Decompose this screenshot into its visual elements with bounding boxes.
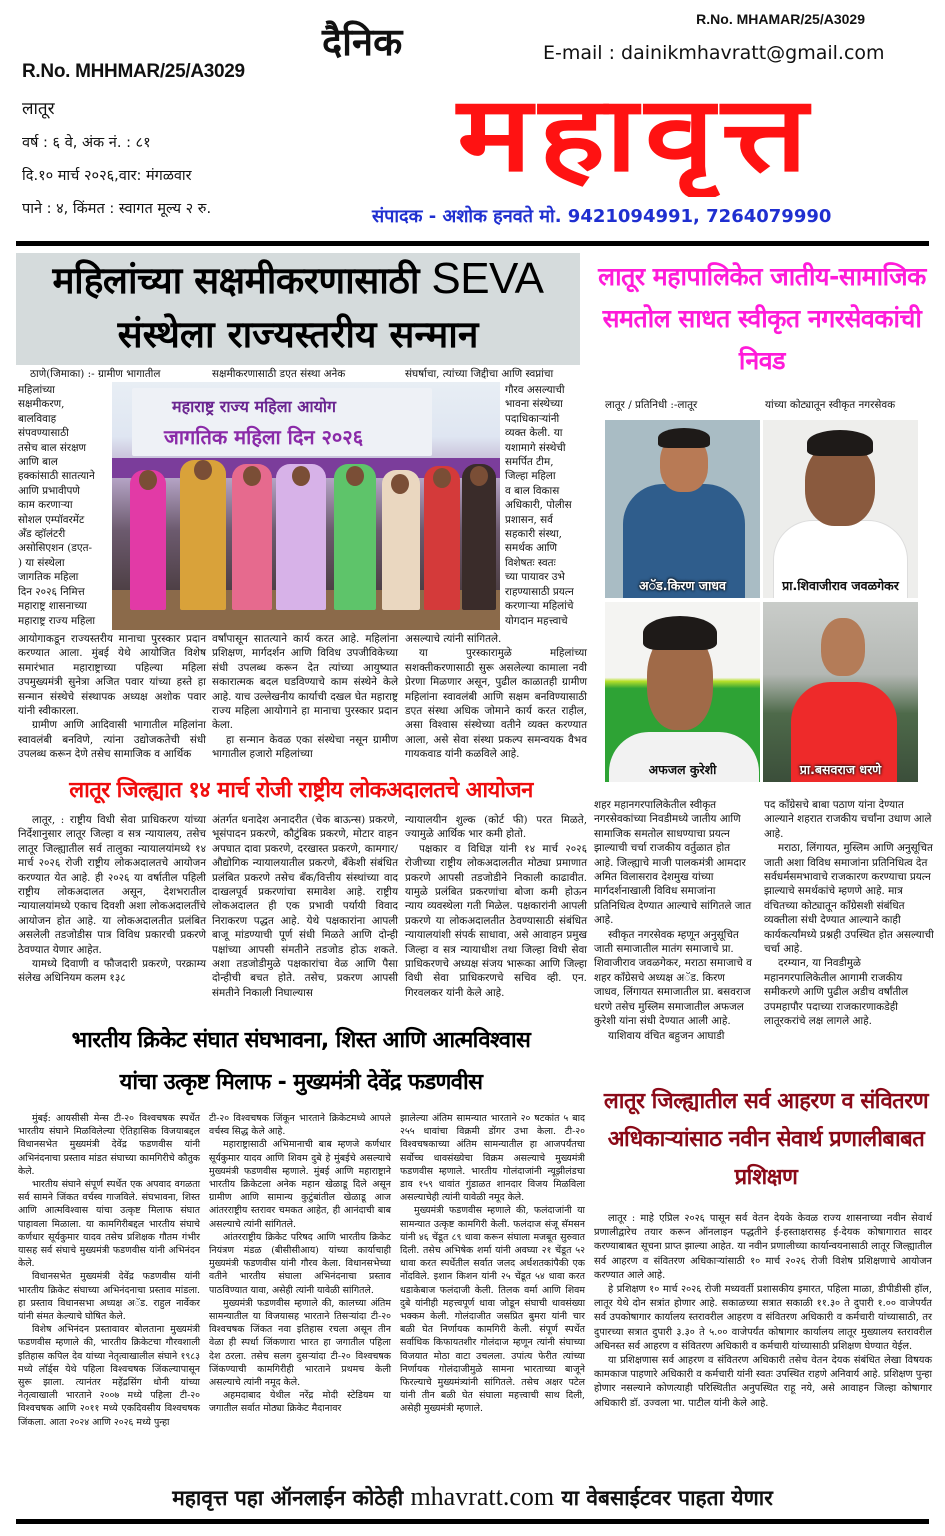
narrow-column-line: योगदान महत्त्वाचे xyxy=(505,614,568,627)
award-ceremony-photo xyxy=(112,382,500,630)
seva-col1-narrow xyxy=(18,383,110,628)
cricket-col2 xyxy=(209,1112,391,1416)
corporator-col2-para1: पद काँग्रेसचे बाबा पठाण यांना देण्यात आल्याने शहरात राजकीय चर्चांना उधाण आले आहे. xyxy=(764,799,932,840)
narrow-column-line: आणि बाल xyxy=(18,456,58,469)
treasury-headline: लातूर जिल्ह्यातील सर्व आहरण व संवितरण अधिकाऱ्यांसाठ नवीन सेवार्थ प्रणालीबाबत प्रशिक्षण xyxy=(603,1089,929,1190)
masthead xyxy=(0,0,945,228)
issue-date: दि.१० मार्च २०२६,वार: मंगळवार xyxy=(22,168,192,184)
lokadalat-col3-para1: न्यायालयीन शुल्क (कोर्ट फी) परत मिळते, ज्यामुळे आर्थिक भार कमी होतो. xyxy=(405,814,587,841)
cricket-col3-para2: मुख्यमंत्री फडणवीस म्हणाले की, फलंदाजांनी या सामन्यात उत्कृष्ट कामगिरी केली. फलंदाज संजू सॅमसन यांनी ४६ चेंडूत ८९ धावा करून संघाला मजबूत सुरुवात दिली. तसेच अभिषेक शर्मा यांनी अवघ्या २१ चेंडूत ५२ धावा करत स्पर्धेतील सर्वात जलद अर्धशतकांपैकी एक नोंदविले. इशान किशन यांनी २५ चेंडूत ५४ धावा करत धडाकेबाज फलंदाजी केली. तिलक वर्मा आणि शिवम दुबे यांनीही महत्त्वपूर्ण धावा जोडून संघाची धावसंख्या भक्कम केली. गोलंदाजीत जसप्रित बुमरा यांनी चार बळी घेत निर्णायक कामगिरी केली. संपूर्ण स्पर्धेत सर्वाधिक किफायतशीर गोलंदाज म्हणून त्यांनी संघाच्या विजयात मोठा वाटा उचलला. उपांत्य फेरीत त्यांच्या निर्णायक गोलंदाजीमुळे सामना भारताच्या बाजूने फिरल्याचे मुख्यमंत्र्यांनी सांगितले. तसेच अक्षर पटेल यांनी तीन बळी घेत संघाला महत्त्वाची साथ दिली, असेही मुख्यमंत्री म्हणाले. xyxy=(400,1205,585,1415)
photo-kiran-jadhav xyxy=(605,420,760,598)
seva-col1-para1: आयोगाकडून राज्यस्तरीय मानाचा पुरस्कार प्रदान करण्यात आला. मुंबई येथे आयोजित विशेष समारंभात महाराष्ट्राच्या पहिल्या महिला उपमुख्यमंत्री सुनेत्रा अजित पवार यांच्या हस्ते हा सन्मान संस्थेचे संस्थापक अध्यक्ष अशोक पवार यांनी स्वीकारला. xyxy=(18,633,206,718)
editor-contact: संपादक - अशोक हनवते मो. 9421094991, 7264079990 xyxy=(372,206,832,227)
seva-headline-eng: SEVA xyxy=(431,254,544,303)
corporator-dateline-right: यांच्या कोट्यातून स्वीकृत नगरसेवक xyxy=(765,399,896,411)
seva-col2-para2: हा सन्मान केवळ एका संस्थेचा नसून ग्रामीण भागातील हजारो महिलांच्या xyxy=(212,733,398,761)
cricket-col2-para2: महाराष्ट्रासाठी अभिमानाची बाब म्हणजे कर्णधार सूर्यकुमार यादव आणि शिवम दुबे हे मुंबईचे असल्याचे मुख्यमंत्री फडणवीस म्हणाले. मुंबई आणि महाराष्ट्राने भारतीय क्रिकेटला अनेक महान खेळाडू दिले असून ग्रामीण आणि सामान्य कुटुंबांतील खेळाडू आज आंतरराष्ट्रीय स्तरावर चमकत आहेत, ही आनंदाची बाब असल्याचे त्यांनी सांगितले. xyxy=(209,1139,391,1230)
seva-col3-para2: या पुरस्कारामुळे महिलांच्या सशक्तीकरणासाठी सुरू असलेल्या कामाला नवी प्रेरणा मिळणार असून, पुढील काळातही ग्रामीण महिलांना स्वावलंबी आणि सक्षम बनविण्यासाठी डएत संस्था अधिक जोमाने कार्य करत राहील, असा विश्वास संस्थेच्या वतीने व्यक्त करण्यात आला, असे सेवा संस्था प्रकल्प समन्वयक वैभव गायकवाड यांनी कळविले आहे. xyxy=(405,647,587,761)
cricket-col1-para2: भारतीय संघाने संपूर्ण स्पर्धेत एक अपवाद वगळता सर्व सामने जिंकत वर्चस्व गाजविले. संघभावना, शिस्त आणि आत्मविश्वास यांचा उत्कृष्ट मिलाफ संघात पाहावला मिळाला. या कामगिरीबद्दल भारतीय संघाचे कर्णधार सूर्यकुमार यादव तसेच प्रशिक्षक गौतम गंभीर यासह सर्व संघाचे मुख्यमंत्री फडणवीस यांनी अभिनंदन केले. xyxy=(18,1179,200,1270)
footer-prefix: महावृत्त पहा ऑनलाईन कोठेही xyxy=(172,1486,404,1510)
photo-caption: अफजल कुरेशी xyxy=(648,762,717,777)
lokadalat-col2: अंतर्गत धनादेश अनादरीत (चेक बाऊन्स) प्रकरणे, भूसंपादन प्रकरणे, कौटुंबिक प्रकरणे, मोटार वाहन अपघात दावा प्रकरणे, दरखास्त प्रकरणे, कामगार/औद्योगिक न्यायालयातील प्रकरणे, बँकेशी संबंधित प्रलंबित प्रकरणे तसेच बँक/वित्तीय संस्थांच्या वाद दाखलपूर्व प्रकरणांचा समावेश आहे. राष्ट्रीय लोकअदालत ही एक प्रभावी पर्यायी विवाद निराकरण पद्धत आहे. येथे पक्षकारांना आपली बाजू मांडण्याची पूर्ण संधी मिळते आणि दोन्ही पक्षांच्या आपसी संमतीने तडजोड होऊ शकते. अशा तडजोडीमुळे पक्षकारांचा वेळ आणि पैसा दोन्हीची बचत होते. तसेच, प्रकरण आपसी संमतीने निकाली निघाल्यास xyxy=(212,814,398,999)
narrow-column-line: जिल्हा महिला xyxy=(505,470,556,483)
narrow-column-line: बालविवाह xyxy=(18,412,57,425)
cricket-col3-para1: झालेल्या अंतिम सामन्यात भारताने २० षटकांत ५ बाद २५५ धावांचा विक्रमी डोंगर उभा केला. टी-२० विश्वचषकाच्या अंतिम सामन्यातील हा आजपर्यंतचा सर्वोच्च धावसंख्येचा विक्रम असल्याचे मुख्यमंत्री फडणवीस म्हणाले. भारतीय गोलंदाजांनी न्यूझीलंडचा डाव १५९ धावांत गुंडाळत शानदार विजय मिळविला असल्याचेही त्यांनी यावेळी नमूद केले. xyxy=(400,1113,585,1204)
corporator-col2-para2: मराठा, लिंगायत, मुस्लिम आणि अनुसूचित जाती अशा विविध समाजांना प्रतिनिधित्व देत सर्वधर्मसमभावाचे राजकारण करण्याचा प्रयत्न झाल्याचे समर्थकांचे म्हणणे आहे. मात्र वंचितच्या कोट्यातून काँग्रेसशी संबंधित व्यक्तीला संधी देण्यात आल्याने काही कार्यकर्त्यांमध्ये प्रश्नही उपस्थित होत असल्याची चर्चा आहे. xyxy=(764,842,934,956)
cricket-col1 xyxy=(18,1112,200,1429)
corporator-col1-para1: शहर महानगरपालिकेतील स्वीकृत नगरसेवकांच्या निवडीमध्ये जातीय आणि सामाजिक समतोल साधण्याचा प्रयत्न झाल्याची चर्चा राजकीय वर्तुळात होत आहे. जिल्ह्याचे माजी पालकमंत्री आमदार अमित विलासराव देशमुख यांच्या मार्गदर्शनाखाली विविध समाजांना प्रतिनिधित्व देण्यात आल्याचे सांगितले जात आहे. xyxy=(594,799,752,927)
seva-col1-para2: ग्रामीण आणि आदिवासी भागातील महिलांना स्वावलंबी बनविणे, त्यांना उद्योजकतेची संधी उपलब्ध करून देणे तसेच सामाजिक व आर्थिक xyxy=(18,719,206,761)
narrow-column-line: समर्पित टीम, xyxy=(505,456,554,469)
seva-headline-line1: महिलांच्या सक्षमीकरणासाठी xyxy=(52,259,419,302)
seva-col1-bottom xyxy=(18,632,206,762)
person-head xyxy=(346,466,364,486)
narrow-column-line: ) या संस्थेला xyxy=(18,556,65,569)
footer-divider xyxy=(16,1519,929,1524)
lokadalat-col1-para1: लातूर, : राष्ट्रीय विधी सेवा प्राधिकरण यांच्या निर्देशानुसार लातूर जिल्हा व सत्र न्यायालय, तसेच लातूर जिल्ह्यातील सर्व तालुका न्यायालयांमध्ये १४ मार्च २०२६ रोजी राष्ट्रीय लोकअदालतचे आयोजन करण्यात येत आहे. ही २०२६ या वर्षातील पहिली राष्ट्रीय लोकअदालत असून, देशभरातील न्यायालयांमध्ये एकाच दिवशी अशा लोकअदालतींचे आयोजन होत आहे. या लोकअदालतीत प्रलंबित असलेली तडजोडीस पात्र विविध प्रकारची प्रकरणे ठेवण्यात येणार आहेत. xyxy=(18,814,206,956)
seva-col3-top: संघर्षाचा, त्यांच्या जिद्दीचा आणि स्वप्नांचा xyxy=(405,368,554,380)
photo-shivajirao-javalgekar xyxy=(763,420,918,598)
cricket-col1-para1: मुंबई: आयसीसी मेन्स टी-२० विश्वचषक स्पर्धेत भारतीय संघाने मिळविलेल्या ऐतिहासिक विजयाबद्दल विधानसभेत मुख्यमंत्री देवेंद्र फडणवीस यांनी अभिनंदनाचा प्रस्ताव मांडत संघाच्या कामगिरीचे कौतुक केले. xyxy=(18,1113,200,1177)
cricket-col1-para3: विधानसभेत मुख्यमंत्री देवेंद्र फडणवीस यांनी भारतीय क्रिकेट संघाच्या अभिनंदनाचा प्रस्ताव मांडला. हा प्रस्ताव विधानसभा अध्यक्ष अॅड. राहुल नार्वेकर यांनी संमत केल्याचे घोषित केले. xyxy=(18,1271,200,1323)
narrow-column-line: विशेषतः स्वतः xyxy=(505,556,556,569)
narrow-column-line: हक्कांसाठी सातत्याने xyxy=(18,470,95,483)
corporator-col1 xyxy=(594,798,752,1043)
photo-basavraj-dharne xyxy=(763,602,918,782)
narrow-column-line: यशामागे संस्थेची xyxy=(505,441,566,454)
lokadalat-headline: लातूर जिल्ह्यात १४ मार्च रोजी राष्ट्रीय लोकअदालतचे आयोजन xyxy=(69,778,533,803)
corporator-headline: लातूर महापालिकेत जातीय-सामाजिक समतोल साधत स्वीकृत नगरसेवकांची निवड xyxy=(598,262,926,375)
seva-col2-bottom xyxy=(212,632,398,762)
dainik-label: दैनिक xyxy=(322,20,403,64)
narrow-column-line: जागतिक महिला xyxy=(18,571,79,584)
narrow-column-line: अधिकारी, पोलीस xyxy=(505,499,572,512)
photo-caption: प्रा.शिवाजीराव जवळगेकर xyxy=(782,578,899,593)
treasury-para3: या प्रशिक्षणास सर्व आहरण व संवितरण अधिकारी तसेच वेतन देयक संबंधित लेखा विषयक कामकाज पाहणारे अधिकारी व कर्मचारी यांनी स्वतः उपस्थित राहणे अनिवार्य आहे. प्रशिक्षण पुन्हा होणार नसल्याने कोणत्याही परिस्थितीत अनुपस्थित राहू नये, असे आवाहन जिल्हा कोषागार अधिकारी डॉ. उज्वला भा. पाटील यांनी केले आहे. xyxy=(594,1355,932,1409)
narrow-column-line: सोशल एम्पॉवरमेंट xyxy=(18,513,85,526)
cricket-col1-para4: विशेष अभिनंदन प्रस्तावावर बोलताना मुख्यमंत्री फडणवीस म्हणाले की, भारतीय क्रिकेटचा गौरवशाली इतिहास कपिल देव यांच्या नेतृत्वाखालील संघाने १९८३ मध्ये लॉर्ड्स येथे पहिला विश्वचषक जिंकल्यापासून सुरू झाला. त्यानंतर महेंद्रसिंग धोनी यांच्या नेतृत्वाखाली भारताने २००७ मध्ये पहिला टी-२० विश्वचषक आणि २०११ मध्ये एकदिवसीय विश्वचषक जिंकला. आता २०२४ आणि २०२६ मध्ये पुन्हा xyxy=(18,1324,200,1428)
narrow-column-line: व्यक्त केली. या xyxy=(505,427,563,440)
person-head xyxy=(243,466,261,486)
corporator-col1-para2: स्वीकृत नगरसेवक म्हणून अनुसूचित जाती समाजातील मातंग समाजाचे प्रा. शिवाजीराव जवळगेकर, मराठा समाजाचे व शहर काँग्रेसचे अध्यक्ष अॅड. किरण जाधव, लिंगायत समाजातील प्रा. बसवराज धरणे तसेच मुस्लिम समाजातील अफजल कुरेशी यांना संधी देण्यात आली आहे. xyxy=(594,928,752,1028)
cricket-headline-line2: यांचा उत्कृष्ट मिलाफ - मुख्यमंत्री देवेंद्र फडणवीस xyxy=(119,1070,483,1095)
edition-city: लातूर xyxy=(22,99,55,119)
registration-number-left: R.No. MHHMAR/25/A3029 xyxy=(22,61,245,82)
lokadalat-col3-para2: पक्षकार व विधिज्ञ यांनी १४ मार्च २०२६ रोजीच्या राष्ट्रीय लोकअदालतीत मोठ्या प्रमाणात प्रकरणे आपसी तडजोडीने निकाली काढावीत. यामुळे प्रलंबित प्रकरणांचा बोजा कमी होऊन न्याय व्यवस्थेला गती मिळेल. पक्षकारांनी आपली प्रकरणे या लोकअदालतीत ठेवण्यासाठी संबंधित न्यायालयांशी संपर्क साधावा, असे आवाहन प्रमुख जिल्हा व सत्र न्यायाधीश तथा जिल्हा विधी सेवा प्राधिकरणचे अध्यक्ष संजय भारूका आणि जिल्हा विधी सेवा प्राधिकरणचे सचिव व्ही. एन. गिरवलकर यांनी केले आहे. xyxy=(405,842,587,999)
person-head xyxy=(292,466,310,486)
corporator-dateline: लातूर / प्रतिनिधी :-लातूर xyxy=(605,399,698,411)
narrow-column-line: प्रशासन, सर्व xyxy=(505,513,553,526)
photo-banner-line1: महाराष्ट्र राज्य महिला आयोग xyxy=(172,397,337,416)
person-figure xyxy=(180,460,226,610)
cricket-col2-para4: मुख्यमंत्री फडणवीस म्हणाले की, कालच्या अंतिम सामन्यातील या विजयासह भारताने तिसऱ्यांदा टी-२० विश्वचषक जिंकत नवा इतिहास रचला असून तीन वेळा ही स्पर्धा जिंकणारा भारत हा जगातील पहिला देश ठरला. तसेच सलग दुसऱ्यांदा टी-२० विश्वचषक जिंकण्याची कामगिरीही भारताने प्रथमच केली असल्याचे त्यांनी नमूद केले. xyxy=(209,1297,391,1389)
cricket-headline-line1: भारतीय क्रिकेट संघात संघभावना, शिस्त आणि आत्मविश्वास xyxy=(71,1028,531,1053)
year-issue: वर्ष : ६ वे, अंक नं. : ८१ xyxy=(22,135,151,151)
treasury-body xyxy=(594,1212,932,1411)
narrow-column-line: महाराष्ट्र राज्य महिला xyxy=(18,614,96,627)
seva-headline-line2: संस्थेला राज्यस्तरीय सन्मान xyxy=(117,313,479,356)
photo-banner xyxy=(132,388,432,456)
cricket-col2-para5: अहमदाबाद येथील नरेंद्र मोदी स्टेडियम या जगातील सर्वात मोठ्या क्रिकेट मैदानावर xyxy=(209,1390,391,1415)
registration-number-right: R.No. MHAMAR/25/A3029 xyxy=(696,11,865,27)
narrow-column-line: अँड व्हॉलंटरी xyxy=(18,528,66,541)
cricket-col2-para1: टी-२० विश्वचषक जिंकून भारताने क्रिकेटमध्ये आपले वर्चस्व सिद्ध केले आहे. xyxy=(209,1113,391,1138)
person-head xyxy=(194,460,212,480)
lokadalat-col1-para2: यामध्ये दिवाणी व फौजदारी प्रकरणे, परक्राम्य संलेख अधिनियम कलम १३८ xyxy=(18,958,206,985)
person-head xyxy=(391,474,409,494)
seva-col3-para1: असल्याचे त्यांनी सांगितले. xyxy=(405,633,502,645)
footer-suffix: या वेबसाईटवर पाहता येणार xyxy=(561,1486,773,1510)
narrow-column-line: दिन २०२६ निमित्त xyxy=(18,585,85,598)
narrow-column-line: व बाल विकास xyxy=(505,484,560,497)
seva-col1-top: ठाणे(जिमाका) :- ग्रामीण भागातील xyxy=(30,368,161,380)
narrow-column-line: सहकारी संस्था, xyxy=(505,528,562,541)
person-head xyxy=(139,470,157,490)
treasury-para1: लातूर : माहे एप्रिल २०२६ पासून सर्व वेतन देयके केवळ राज्य शासनाच्या नवीन सेवार्थ प्रणालीद्वारेच तयार करून ऑनलाइन पद्धतीने ई-हस्ताक्षरासह ई-देयक कोषागारात सादर करण्याबाबत सूचना प्राप्त झाल्या आहेत. या नवीन प्रणालीच्या कार्यान्वयनासाठी लातूर जिल्ह्यातील सर्व आहरण व संवितरण अधिकाऱ्यांसाठी १० मार्च २०२६ रोजी विशेष प्रशिक्षणाचे आयोजन करण्यात आले आहे. xyxy=(594,1213,933,1281)
narrow-column-line: समर्थक आणि xyxy=(505,542,557,555)
narrow-column-line: सक्षमीकरण, xyxy=(18,398,65,411)
website-link[interactable]: mhavratt.com xyxy=(410,1482,555,1511)
issue-info xyxy=(22,60,322,219)
narrow-column-line: आणि प्रभावीपणे xyxy=(18,484,80,497)
seva-col2-para1: वर्षांपासून सातत्याने कार्य करत आहे. महिलांना प्रशिक्षण, मार्गदर्शन आणि विविध उपजीविकेच्या संधी उपलब्ध करून देत त्यांच्या आयुष्यात सकारात्मक बदल घडविण्याचे काम संस्थेने केले आहे. याच उल्लेखनीय कार्याची दखल घेत महाराष्ट्र राज्य महिला आयोगाने हा मानाचा पुरस्कार प्रदान केला. xyxy=(212,633,398,732)
paper-logo-text: महावृत्त xyxy=(457,73,816,195)
pages-price: पाने : ४, किंमत : स्वागत मूल्य २ रु. xyxy=(22,201,212,217)
narrow-column-line: महिलांच्या xyxy=(18,384,55,396)
email-address[interactable]: E-mail : dainikmhavratt@gmail.com xyxy=(543,42,885,64)
photo-caption: अॅड.किरण जाधव xyxy=(639,578,726,593)
seva-col3-narrow xyxy=(505,383,590,628)
masthead-divider xyxy=(16,241,929,246)
person-figure xyxy=(130,470,166,610)
narrow-column-line: राहण्यासाठी प्रयत्न xyxy=(505,585,574,598)
corporator-col1-para3: याशिवाय वंचित बहुजन आघाडी xyxy=(608,1029,725,1042)
footer-banner xyxy=(0,1480,945,1514)
seva-col2-top: सक्षमीकरणासाठी डएत संस्था अनेक xyxy=(212,368,346,380)
narrow-column-line: गौरव असल्याची xyxy=(505,384,565,396)
corporator-col2 xyxy=(764,798,934,1029)
narrow-column-line: काम करणाऱ्या xyxy=(18,499,73,512)
narrow-column-line: तसेच बाल संरक्षण xyxy=(18,441,87,454)
narrow-column-line: भावना संस्थेच्या xyxy=(505,398,563,411)
narrow-column-line: संपवण्यासाठी xyxy=(18,427,69,440)
photo-banner-line2: जागतिक महिला दिन २०२६ xyxy=(164,425,364,449)
seva-headline xyxy=(16,253,580,365)
person-head xyxy=(470,466,488,486)
cricket-col3 xyxy=(400,1112,585,1416)
corporator-col2-para3: दरम्यान, या निवडीमुळे महानगरपालिकेतील आगामी राजकीय समीकरणे आणि पुढील अडीच वर्षांतील उपमहापौर पदाच्या राजकारणाकडेही लातूरकरांचे लक्ष लागले आहे. xyxy=(764,957,909,1028)
narrow-column-line: पदाधिकाऱ्यांनी xyxy=(505,412,560,425)
lokadalat-col1 xyxy=(18,813,206,986)
paper-logo xyxy=(355,72,918,197)
narrow-column-line: च्या पायावर उभे xyxy=(505,571,565,584)
seva-col3-bottom xyxy=(405,632,587,762)
narrow-column-line: महाराष्ट्र शासनाच्या xyxy=(18,600,87,613)
narrow-column-line: असोसिएशन (डएत- xyxy=(18,542,93,555)
treasury-para2: हे प्रशिक्षण १० मार्च २०२६ रोजी मध्यवर्ती प्रशासकीय इमारत, पहिला माळा, डीपीडीसी हॉल, लातूर येथे दोन सत्रांत होणार आहे. सकाळच्या सत्रात सकाळी ११.३० ते दुपारी १.०० वाजेपर्यंत सर्व उपकोषागार कार्यालय स्तरावरील आहरण व संवितरण अधिकारी व कर्मचारी यांच्यासाठी, तर दुपारच्या सत्रात दुपारी ३.३० ते ५.०० वाजेपर्यंत कोषागार कार्यालय लातूर मुख्यालय स्तरावरील अधिनस्त सर्व आहरण व संवितरण अधिकारी व कर्मचारी यांच्यासाठी प्रशिक्षण घेण्यात येईल. xyxy=(594,1284,932,1352)
photo-caption: प्रा.बसवराज धरणे xyxy=(799,762,882,777)
cricket-headline xyxy=(16,1020,586,1104)
photo-afzal-qureshi xyxy=(605,602,760,782)
person-head xyxy=(433,468,451,488)
cricket-col2-para3: आंतरराष्ट्रीय क्रिकेट परिषद आणि भारतीय क्रिकेट नियंत्रण मंडळ (बीसीसीआय) यांच्या कार्याचाही मुख्यमंत्री फडणवीस यांनी गौरव केला. विधानसभेच्या वतीने भारतीय संघाला अभिनंदनाचा प्रस्ताव पाठविण्यात यावा, असेही त्यांनी यावेळी सांगितले. xyxy=(209,1231,391,1296)
lokadalat-col3 xyxy=(405,813,587,1000)
narrow-column-line: करणाऱ्या महिलांचे xyxy=(505,600,574,613)
